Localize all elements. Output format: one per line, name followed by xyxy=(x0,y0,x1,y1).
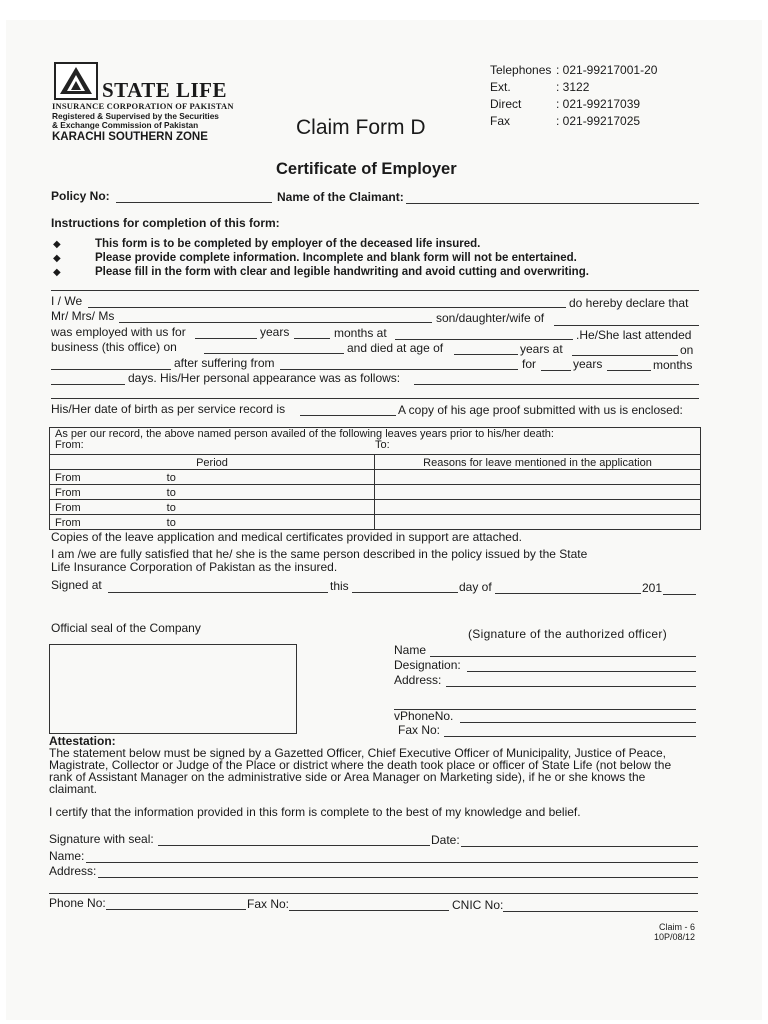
officer-fax-label: Fax No: xyxy=(398,723,441,737)
diamond-bullet-icon: ◆ xyxy=(53,253,61,264)
attestation-line: rank of Assistant Manager on the administrative side or Area Manager on Marketing side), if he or she knows the xyxy=(49,770,646,784)
employment-place-field[interactable] xyxy=(395,339,573,340)
attestation-line: claimant. xyxy=(49,782,98,796)
claimant-name-field[interactable] xyxy=(406,203,699,204)
period-cell[interactable] xyxy=(50,485,375,500)
attestation-line: Magistrate, Collector or Judge of the Place or district where the death took place or officer of State Life (not below the xyxy=(49,758,672,772)
deceased-name-field[interactable] xyxy=(119,322,432,323)
to-text: to xyxy=(166,487,176,499)
attester-address-field[interactable] xyxy=(98,877,698,878)
signature-seal-field[interactable] xyxy=(158,845,430,846)
parent-spouse-field[interactable] xyxy=(554,325,699,326)
contact-value: : 021-99217039 xyxy=(556,97,641,111)
illness-months-field[interactable] xyxy=(607,370,651,371)
officer-designation-label: Designation: xyxy=(394,658,461,672)
signed-year-field[interactable] xyxy=(663,594,696,595)
copies-statement: Copies of the leave application and medical certificates provided in support are attached. xyxy=(51,530,522,544)
on-label: on xyxy=(680,343,694,357)
death-date-field[interactable] xyxy=(51,369,171,370)
instruction-text: Please provide complete information. Incomplete and blank form will not be entertained. xyxy=(95,252,577,264)
contact-label: Direct xyxy=(490,97,522,111)
officer-designation-field[interactable] xyxy=(467,671,696,672)
dob-field[interactable] xyxy=(300,415,396,416)
attestation-text xyxy=(49,747,709,795)
form-code-line: Claim - 6 xyxy=(659,922,696,932)
son-daughter-label: son/daughter/wife of xyxy=(436,311,545,325)
satisfied-line: I am /we are fully satisfied that he/ she is the same person described in the policy issued by the State xyxy=(51,547,588,561)
attester-fax-field[interactable] xyxy=(289,910,449,911)
instruction-text: Please fill in the form with clear and legible handwriting and avoid cutting and overwriting. xyxy=(95,266,589,278)
satisfied-statement xyxy=(51,548,587,574)
instruction-item xyxy=(53,266,589,278)
contact-label: Ext. xyxy=(490,80,511,94)
officer-address-label: Address: xyxy=(394,673,442,687)
appearance-field[interactable] xyxy=(414,384,699,385)
attestation-line: The statement below must be signed by a Gazetted Officer, Chief Executive Officer of Municipality, Justice of Peace, xyxy=(49,746,666,760)
date-label: Date: xyxy=(431,833,460,847)
to-label: To: xyxy=(375,439,390,451)
attester-cnic-label: CNIC No: xyxy=(452,898,504,912)
table-row xyxy=(50,485,701,500)
i-we-label: I / We xyxy=(51,294,83,308)
for-label: for xyxy=(522,357,537,371)
years-label: years xyxy=(573,357,603,371)
table-row xyxy=(50,470,701,485)
signed-day-field[interactable] xyxy=(352,592,458,593)
employed-years-field[interactable] xyxy=(195,338,257,339)
from-label: From: xyxy=(55,439,84,451)
contact-label: Telephones xyxy=(490,63,552,77)
official-seal-box[interactable] xyxy=(49,644,297,734)
diamond-bullet-icon: ◆ xyxy=(53,267,61,278)
to-text: to xyxy=(166,472,176,484)
age-proof-label: A copy of his age proof submitted with us is enclosed: xyxy=(398,403,683,417)
contact-value: : 3122 xyxy=(556,80,590,94)
form-code-line: 10P/08/12 xyxy=(654,932,696,942)
instruction-item xyxy=(53,252,577,264)
attester-address-label: Address: xyxy=(49,864,97,878)
reason-cell[interactable] xyxy=(375,470,701,485)
registration-line-1: Registered & Supervised by the Securities xyxy=(52,111,219,121)
attester-phone-label: Phone No: xyxy=(49,896,106,910)
attester-fax-label: Fax No: xyxy=(247,897,290,911)
date-field[interactable] xyxy=(461,846,698,847)
death-place-field[interactable] xyxy=(572,355,678,356)
attester-phone-field[interactable] xyxy=(106,909,246,910)
registration-line-2: & Exchange Commission of Pakistan xyxy=(52,120,199,130)
to-text: to xyxy=(166,517,176,529)
attester-name-label: Name: xyxy=(49,849,85,863)
day-of-label: day of xyxy=(459,580,492,594)
reason-cell[interactable] xyxy=(375,485,701,500)
form-page xyxy=(6,20,762,1020)
certify-statement: I certify that the information provided in this form is complete to the best of my knowledge and belief. xyxy=(49,805,581,819)
policy-no-label: Policy No: xyxy=(51,189,110,203)
officer-address-field[interactable] xyxy=(446,686,696,687)
officer-phone-field[interactable] xyxy=(460,722,696,723)
from-text: From xyxy=(55,472,81,484)
zone-label: KARACHI SOUTHERN ZONE xyxy=(52,131,208,143)
contact-values xyxy=(556,62,657,130)
last-attended-label: .He/She last attended xyxy=(576,328,692,342)
years-at-label: years at xyxy=(520,342,563,356)
to-text: to xyxy=(166,502,176,514)
business-on-label: business (this office) on xyxy=(51,340,177,354)
table-row xyxy=(50,500,701,515)
instruction-item xyxy=(53,238,480,250)
form-code xyxy=(654,922,695,942)
reason-cell[interactable] xyxy=(375,515,701,530)
last-attended-date-field[interactable] xyxy=(204,353,344,354)
form-title: Claim Form D xyxy=(296,116,426,139)
year-label: 201 xyxy=(642,581,663,595)
contact-value: : 021-99217025 xyxy=(556,114,641,128)
contact-value: : 021-99217001-20 xyxy=(556,63,658,77)
attester-cnic-field[interactable] xyxy=(503,911,698,912)
period-cell[interactable] xyxy=(50,470,375,485)
officer-name-field[interactable] xyxy=(430,656,696,657)
officer-phone-label: vPhoneNo. xyxy=(394,709,454,723)
from-text: From xyxy=(55,487,81,499)
leave-table-intro-cell xyxy=(50,428,701,455)
state-life-logo-icon xyxy=(54,62,98,100)
months-at-label: months at xyxy=(334,326,387,340)
instructions-heading: Instructions for completion of this form: xyxy=(51,216,280,230)
reason-cell[interactable] xyxy=(375,500,701,515)
illness-field[interactable] xyxy=(280,369,518,370)
official-seal-label: Official seal of the Company xyxy=(51,621,201,635)
age-at-death-field[interactable] xyxy=(454,354,518,355)
leave-table xyxy=(49,427,701,530)
period-cell[interactable] xyxy=(50,515,375,530)
employed-for-label: was employed with us for xyxy=(51,325,186,339)
from-text: From xyxy=(55,502,81,514)
signed-at-label: Signed at xyxy=(51,578,102,592)
from-text: From xyxy=(55,517,81,529)
period-cell[interactable] xyxy=(50,500,375,515)
signed-month-field[interactable] xyxy=(495,593,641,594)
died-at-age-label: and died at age of xyxy=(347,341,444,355)
company-name: STATE LIFE xyxy=(102,78,228,102)
leave-table-intro: As per our record, the above named person availed of the following leaves years prior to his/her death: xyxy=(55,428,554,440)
column-header-period: Period xyxy=(50,455,375,470)
this-label: this xyxy=(330,579,349,593)
column-header-reasons: Reasons for leave mentioned in the application xyxy=(375,455,701,470)
officer-name-label: Name xyxy=(394,643,427,657)
attester-address-field-continued[interactable] xyxy=(49,893,698,894)
illness-days-field[interactable] xyxy=(51,384,125,385)
officer-signature-label: (Signature of the authorized officer) xyxy=(468,627,667,641)
policy-no-field[interactable] xyxy=(116,202,272,203)
employed-months-field[interactable] xyxy=(294,338,330,339)
declarant-name-field[interactable] xyxy=(88,307,566,308)
table-row xyxy=(50,515,701,530)
signature-seal-label: Signature with seal: xyxy=(49,832,154,846)
registration-text xyxy=(52,112,219,130)
days-appearance-label: days. His/Her personal appearance was as follows: xyxy=(128,371,401,385)
instruction-text: This form is to be completed by employer of the deceased life insured. xyxy=(95,238,481,250)
satisfied-line: Life Insurance Corporation of Pakistan as the insured. xyxy=(51,560,338,574)
company-subtitle: INSURANCE CORPORATION OF PAKISTAN xyxy=(52,101,234,111)
certificate-title: Certificate of Employer xyxy=(276,160,457,178)
months-label: months xyxy=(653,358,693,372)
signed-at-field[interactable] xyxy=(108,592,328,593)
illness-years-field[interactable] xyxy=(541,370,571,371)
contact-label: Fax xyxy=(490,114,511,128)
dob-label: His/Her date of birth as per service record is xyxy=(51,402,286,416)
diamond-bullet-icon: ◆ xyxy=(53,239,61,250)
after-suffering-label: after suffering from xyxy=(174,356,275,370)
years-label: years xyxy=(260,325,290,339)
divider xyxy=(51,290,699,291)
claimant-name-label: Name of the Claimant: xyxy=(277,190,404,204)
appearance-field-continued[interactable] xyxy=(51,398,699,399)
attester-name-field[interactable] xyxy=(86,862,698,863)
attestation-heading: Attestation: xyxy=(49,734,116,748)
officer-fax-field[interactable] xyxy=(444,736,696,737)
contact-labels xyxy=(490,62,551,130)
mr-mrs-label: Mr/ Mrs/ Ms xyxy=(51,309,115,323)
declare-label: do hereby declare that xyxy=(569,296,689,310)
